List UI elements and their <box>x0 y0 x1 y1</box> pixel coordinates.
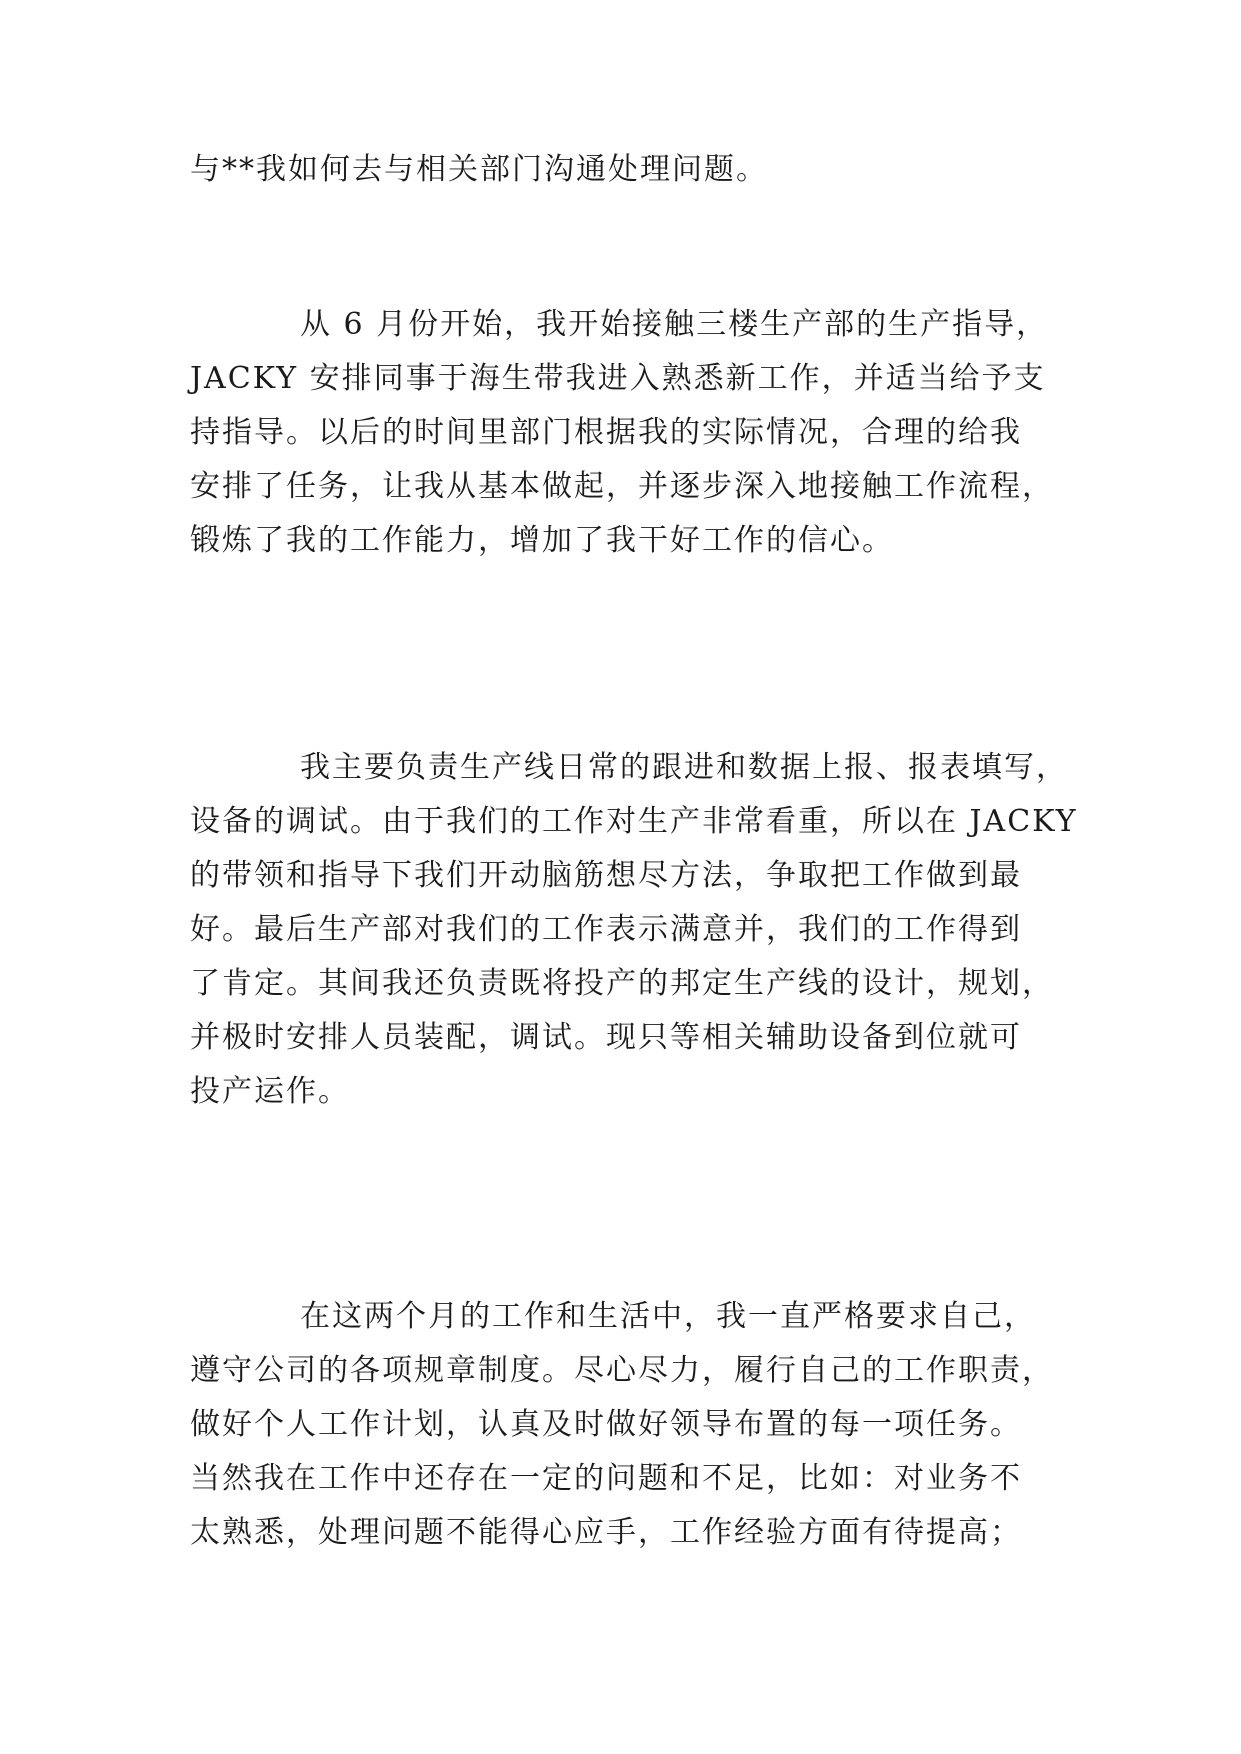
paragraph-line: 安排了任务，让我从基本做起，并逐步深入地接触工作流程， <box>190 469 1054 504</box>
paragraph-line: 遵守公司的各项规章制度。尽心尽力，履行自己的工作职责， <box>190 1353 1054 1388</box>
paragraph-line: 投产运作。 <box>190 1074 350 1109</box>
paragraph-line: 我主要负责生产线日常的跟进和数据上报、报表填写， <box>300 750 1068 785</box>
paragraph-line: 在这两个月的工作和生活中，我一直严格要求自己， <box>300 1299 1036 1334</box>
paragraph-line: 太熟悉，处理问题不能得心应手，工作经验方面有待提高； <box>190 1515 1022 1550</box>
paragraph-line: 锻炼了我的工作能力，增加了我干好工作的信心。 <box>190 523 894 558</box>
paragraph-line: 持指导。以后的时间里部门根据我的实际情况，合理的给我 <box>190 415 1022 450</box>
paragraph-line: 并极时安排人员装配，调试。现只等相关辅助设备到位就可 <box>190 1020 1022 1055</box>
paragraph-line: 设备的调试。由于我们的工作对生产非常看重，所以在 JACKY <box>190 804 1078 839</box>
paragraph-line: 了肯定。其间我还负责既将投产的邦定生产线的设计，规划， <box>190 966 1054 1001</box>
paragraph-line: JACKY 安排同事于海生带我进入熟悉新工作，并适当给予支 <box>190 361 1046 396</box>
paragraph-line: 从 6 月份开始，我开始接触三楼生产部的生产指导， <box>300 307 1049 342</box>
paragraph-line: 与**我如何去与相关部门沟通处理问题。 <box>190 152 768 187</box>
paragraph-line: 当然我在工作中还存在一定的问题和不足，比如：对业务不 <box>190 1461 1022 1496</box>
paragraph-line: 的带领和指导下我们开动脑筋想尽方法，争取把工作做到最 <box>190 858 1022 893</box>
paragraph-line: 做好个人工作计划，认真及时做好领导布置的每一项任务。 <box>190 1407 1022 1442</box>
paragraph-line: 好。最后生产部对我们的工作表示满意并，我们的工作得到 <box>190 912 1022 947</box>
